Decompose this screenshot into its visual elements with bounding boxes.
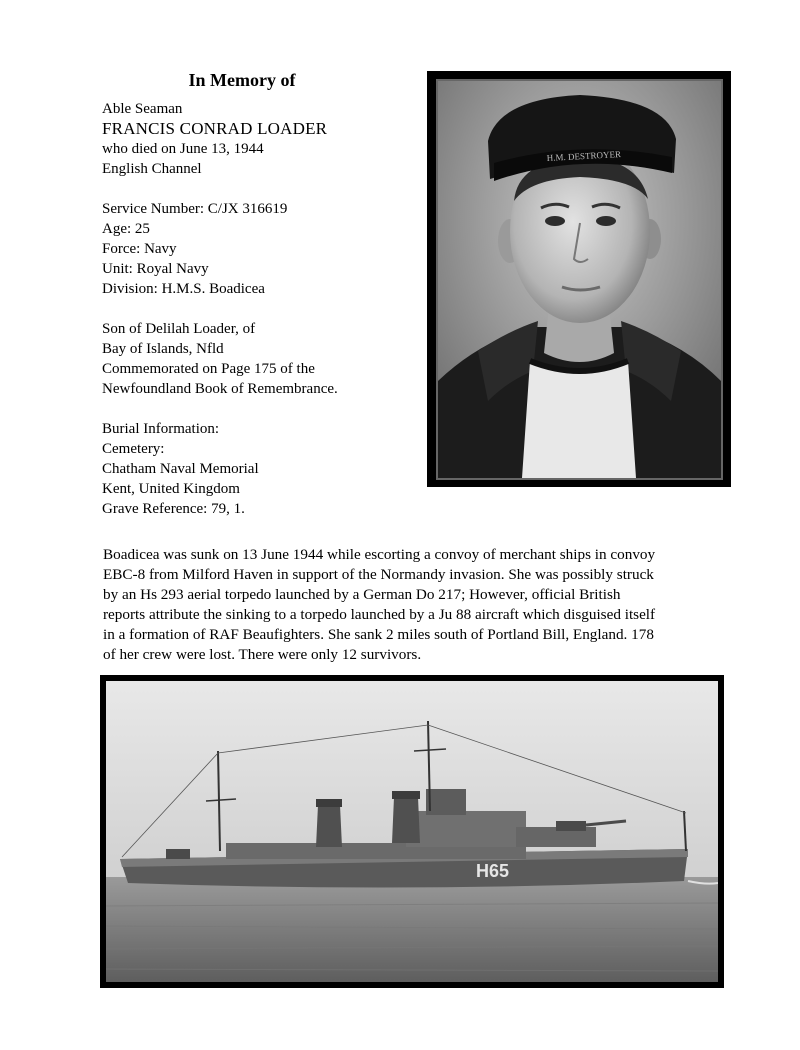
story-line: reports attribute the sinking to a torpedo launched by a Ju 88 aircraft which disguised itself [103,606,656,623]
story-line: by an Hs 293 aerial torpedo launched by a German Do 217; However, official British [103,586,621,603]
family-line-2: Bay of Islands, Nfld [102,341,224,357]
burial-heading: Burial Information: [102,421,220,437]
story-line: Boadicea was sunk on 13 June 1944 while escorting a convoy of merchant ships in convoy [103,546,656,563]
cap-band-text: H.M. DESTROYER [546,149,622,163]
place-of-death: English Channel [102,161,202,177]
rank: Able Seaman [102,101,183,117]
portrait-frame [427,71,731,487]
page-title: In Memory of [188,70,296,90]
date-of-death: who died on June 13, 1944 [102,141,264,157]
story-line: in a formation of RAF Beaufighters. She sank 2 miles south of Portland Bill, England. 178 [103,626,654,643]
cemetery-name: Chatham Naval Memorial [102,461,259,477]
ship-story [103,545,723,665]
story-line: EBC-8 from Milford Haven in support of the Normandy invasion. She was possibly struck [103,566,654,583]
sailor-name: FRANCIS CONRAD LOADER [102,119,328,138]
family-line-1: Son of Delilah Loader, of [102,321,256,337]
division: Division: H.M.S. Boadicea [102,281,265,297]
sailor-portrait-photo [436,79,723,480]
age: Age: 25 [102,221,150,237]
commemorated-line-2: Newfoundland Book of Remembrance. [102,381,338,397]
ship-photo-frame [100,675,724,988]
memorial-details [102,99,402,519]
cemetery-place: Kent, United Kingdom [102,481,240,497]
pennant-number: H65 [476,861,510,881]
story-line: of her crew were lost. There were only 12 survivors. [103,646,422,663]
commemorated-line-1: Commemorated on Page 175 of the [102,361,315,377]
service-number: Service Number: C/JX 316619 [102,201,288,217]
cemetery-label: Cemetery: [102,441,165,457]
unit: Unit: Royal Navy [102,261,209,277]
force: Force: Navy [102,241,177,257]
hms-boadicea-photo [106,681,718,982]
grave-reference: Grave Reference: 79, 1. [102,501,245,517]
